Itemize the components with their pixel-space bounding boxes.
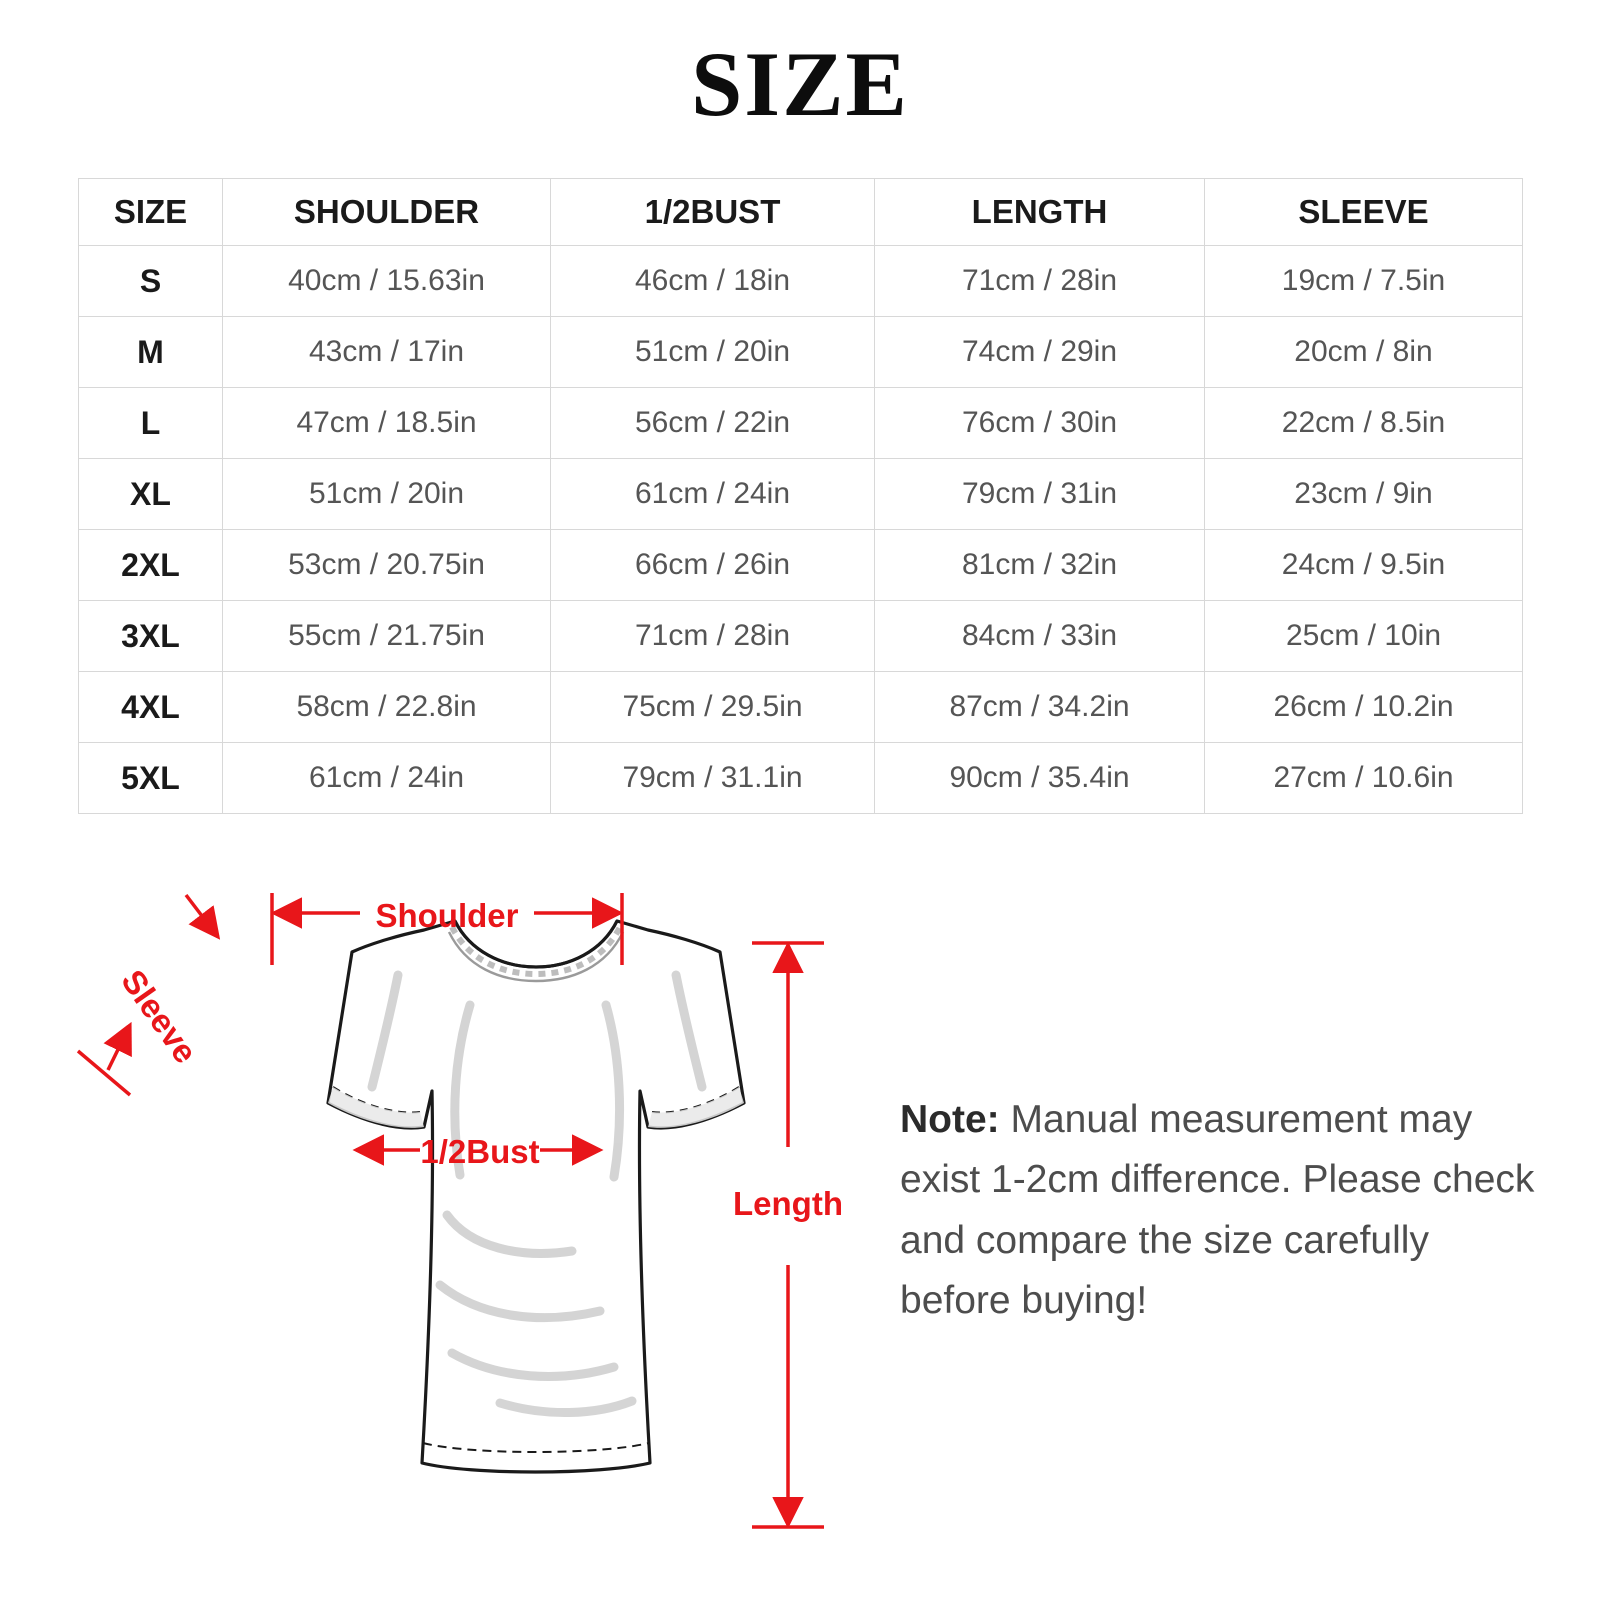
- cell-sleeve: 24cm / 9.5in: [1205, 530, 1523, 601]
- cell-length: 90cm / 35.4in: [875, 743, 1205, 814]
- table-row: [79, 459, 1523, 530]
- page-title: SIZE: [691, 33, 909, 135]
- measurement-note: [900, 1090, 1540, 1332]
- table-row: [79, 743, 1523, 814]
- shoulder-label: Shoulder: [375, 897, 519, 934]
- table-row: [79, 672, 1523, 743]
- cell-sleeve: 25cm / 10in: [1205, 601, 1523, 672]
- table-row: [79, 388, 1523, 459]
- cell-size: 4XL: [79, 672, 223, 743]
- cell-shoulder: 53cm / 20.75in: [223, 530, 551, 601]
- cell-shoulder: 61cm / 24in: [223, 743, 551, 814]
- cell-length: 79cm / 31in: [875, 459, 1205, 530]
- cell-bust: 61cm / 24in: [551, 459, 875, 530]
- table-row: [79, 530, 1523, 601]
- cell-length: 74cm / 29in: [875, 317, 1205, 388]
- cell-length: 81cm / 32in: [875, 530, 1205, 601]
- table-header-row: [79, 179, 1523, 246]
- cell-size: 5XL: [79, 743, 223, 814]
- column-header-shoulder: SHOULDER: [223, 179, 551, 246]
- column-header-sleeve: SLEEVE: [1205, 179, 1523, 246]
- sleeve-label: Sleeve: [114, 962, 205, 1070]
- column-header-length: LENGTH: [875, 179, 1205, 246]
- cell-size: 2XL: [79, 530, 223, 601]
- cell-length: 76cm / 30in: [875, 388, 1205, 459]
- length-label: Length: [733, 1185, 843, 1222]
- cell-sleeve: 19cm / 7.5in: [1205, 246, 1523, 317]
- cell-length: 71cm / 28in: [875, 246, 1205, 317]
- cell-bust: 79cm / 31.1in: [551, 743, 875, 814]
- note-prefix: Note:: [900, 1098, 1000, 1141]
- cell-size: 3XL: [79, 601, 223, 672]
- cell-sleeve: 27cm / 10.6in: [1205, 743, 1523, 814]
- size-chart-table: [78, 178, 1523, 814]
- cell-shoulder: 51cm / 20in: [223, 459, 551, 530]
- cell-sleeve: 26cm / 10.2in: [1205, 672, 1523, 743]
- cell-bust: 66cm / 26in: [551, 530, 875, 601]
- note-text: Manual measurement may exist 1-2cm difference. Please check and compare the size carefully before buying!: [900, 1098, 1535, 1323]
- cell-length: 84cm / 33in: [875, 601, 1205, 672]
- cell-size: L: [79, 388, 223, 459]
- cell-bust: 75cm / 29.5in: [551, 672, 875, 743]
- table-row: [79, 601, 1523, 672]
- table-row: [79, 246, 1523, 317]
- cell-sleeve: 22cm / 8.5in: [1205, 388, 1523, 459]
- cell-bust: 56cm / 22in: [551, 388, 875, 459]
- cell-size: S: [79, 246, 223, 317]
- cell-bust: 51cm / 20in: [551, 317, 875, 388]
- cell-bust: 71cm / 28in: [551, 601, 875, 672]
- cell-size: XL: [79, 459, 223, 530]
- cell-shoulder: 55cm / 21.75in: [223, 601, 551, 672]
- cell-bust: 46cm / 18in: [551, 246, 875, 317]
- cell-shoulder: 43cm / 17in: [223, 317, 551, 388]
- cell-sleeve: 20cm / 8in: [1205, 317, 1523, 388]
- table-row: [79, 317, 1523, 388]
- cell-shoulder: 58cm / 22.8in: [223, 672, 551, 743]
- length-measure-line: [752, 943, 824, 1527]
- column-header-bust: 1/2BUST: [551, 179, 875, 246]
- cell-shoulder: 47cm / 18.5in: [223, 388, 551, 459]
- cell-size: M: [79, 317, 223, 388]
- column-header-size: SIZE: [79, 179, 223, 246]
- cell-shoulder: 40cm / 15.63in: [223, 246, 551, 317]
- bust-label: 1/2Bust: [420, 1133, 540, 1170]
- cell-sleeve: 23cm / 9in: [1205, 459, 1523, 530]
- cell-length: 87cm / 34.2in: [875, 672, 1205, 743]
